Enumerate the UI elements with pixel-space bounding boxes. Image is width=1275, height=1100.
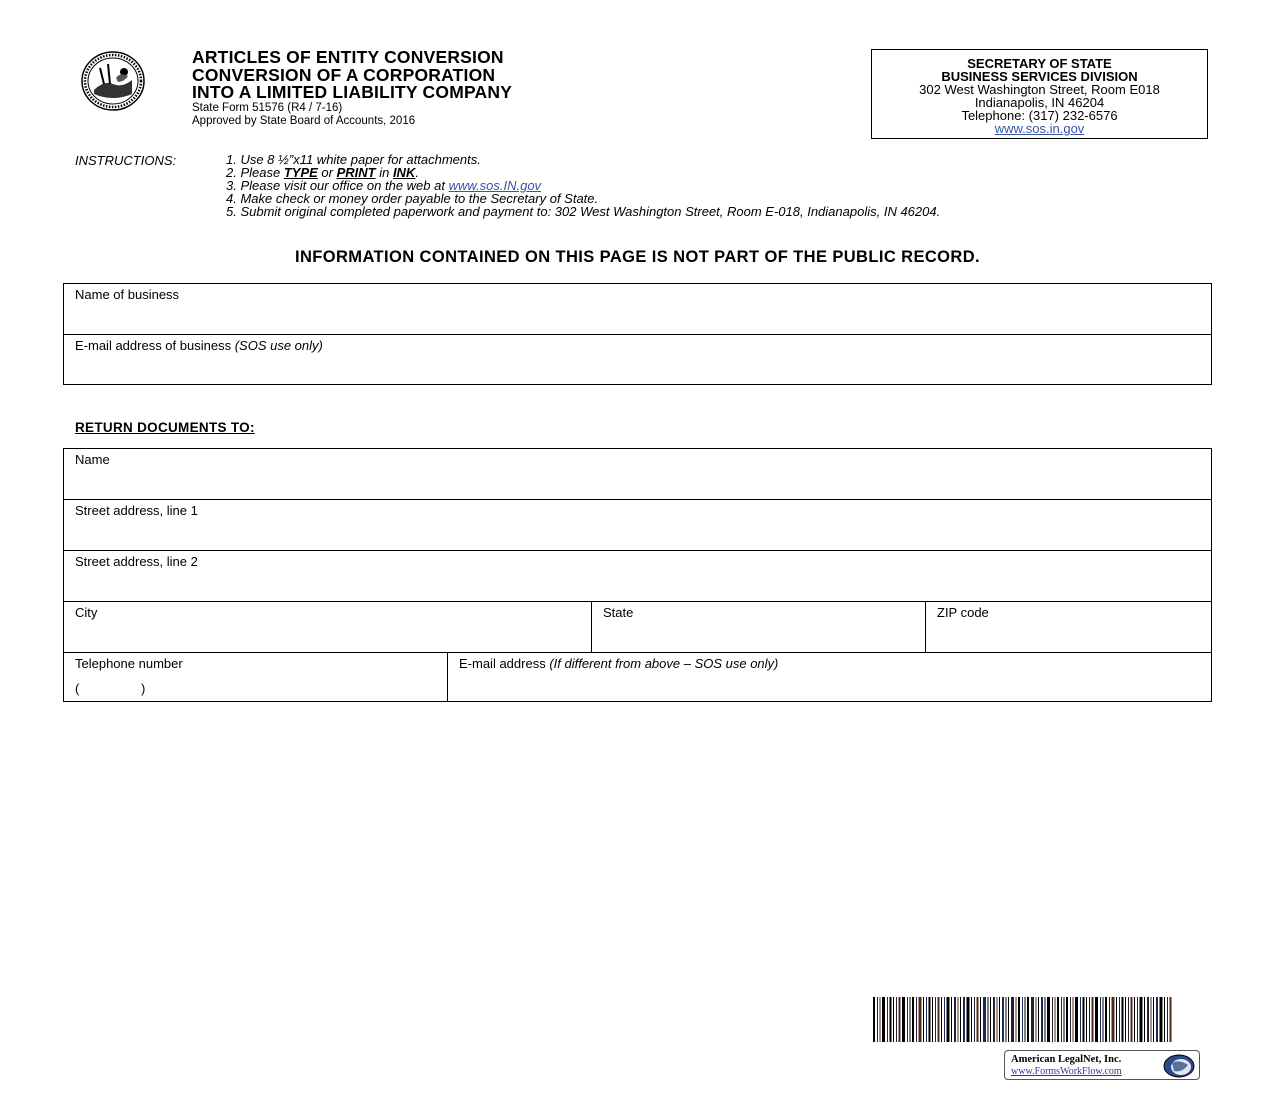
business-email-note: (SOS use only) xyxy=(234,338,323,353)
form-title-line-2: CONVERSION OF A CORPORATION xyxy=(192,64,496,85)
telephone-field[interactable] xyxy=(64,653,447,701)
instruction-1: 1. Use 8 ½”x11 white paper for attachments. xyxy=(226,152,481,167)
area-code-open-paren: ( xyxy=(75,681,80,696)
return-name-label: Name xyxy=(75,452,110,467)
sos-street: 302 West Washington Street, Room E018 xyxy=(919,82,1160,97)
telephone-label: Telephone number xyxy=(75,656,183,671)
form-title-line-3: INTO A LIMITED LIABILITY COMPANY xyxy=(192,82,513,102)
zip-label: ZIP code xyxy=(937,605,989,620)
street-line-1-field[interactable] xyxy=(64,500,1211,550)
instruction-2-end: . xyxy=(415,165,419,180)
business-name-label: Name of business xyxy=(75,287,180,302)
business-email-label: E-mail address of business xyxy=(75,338,232,353)
business-email-field[interactable] xyxy=(64,335,1211,384)
sos-web-link[interactable]: www.sos.IN.gov xyxy=(448,178,542,193)
american-legalnet-logo xyxy=(1004,1050,1200,1080)
state-label: State xyxy=(603,605,634,620)
instruction-2-print: PRINT xyxy=(336,165,376,180)
return-email-label: E-mail address xyxy=(459,656,546,671)
form-title-block xyxy=(192,49,512,128)
city-label: City xyxy=(75,605,98,620)
globe-logo-icon xyxy=(1162,1053,1196,1079)
form-approval: Approved by State Board of Accounts, 2016 xyxy=(192,114,416,127)
instruction-4: 4. Make check or money order payable to the Secretary of State. xyxy=(226,191,599,206)
secretary-of-state-box xyxy=(871,49,1208,139)
instruction-5: 5. Submit original completed paperwork and payment to: 302 West Washington Street, Room E-018, Indianapolis, IN 46204. xyxy=(226,204,941,219)
return-name-field[interactable] xyxy=(64,449,1211,499)
sos-city: Indianapolis, IN 46204 xyxy=(974,95,1105,110)
city-field[interactable] xyxy=(64,602,591,652)
business-name-field[interactable] xyxy=(64,284,1211,334)
street-line-2-label: Street address, line 2 xyxy=(75,554,198,569)
instructions-label: INSTRUCTIONS: xyxy=(75,153,177,168)
return-email-note: (If different from above – SOS use only) xyxy=(549,656,779,671)
state-seal-icon xyxy=(80,50,146,112)
instruction-2-ink: INK xyxy=(392,165,416,180)
sos-website-link[interactable]: www.sos.in.gov xyxy=(994,121,1085,136)
instruction-2-text: 2. Please xyxy=(226,165,284,180)
instruction-2-in: in xyxy=(375,165,393,180)
logo-company-name: American LegalNet, Inc. xyxy=(1011,1054,1122,1065)
instructions-list xyxy=(226,153,940,218)
sos-division: BUSINESS SERVICES DIVISION xyxy=(941,69,1138,84)
state-field[interactable] xyxy=(592,602,925,652)
return-email-field[interactable] xyxy=(448,653,1211,701)
public-record-notice: INFORMATION CONTAINED ON THIS PAGE IS NOT PART OF THE PUBLIC RECORD. xyxy=(294,248,981,266)
area-code-close-paren: ) xyxy=(141,681,146,696)
sos-title: SECRETARY OF STATE xyxy=(967,56,1112,71)
form-title-line-1: ARTICLES OF ENTITY CONVERSION xyxy=(192,47,504,67)
street-line-1-label: Street address, line 1 xyxy=(75,503,198,518)
return-documents-heading: RETURN DOCUMENTS TO: xyxy=(75,420,255,435)
street-line-2-field[interactable] xyxy=(64,551,1211,601)
instruction-3-text: 3. Please visit our office on the web at xyxy=(226,178,449,193)
instruction-2-type: TYPE xyxy=(283,165,318,180)
zip-field[interactable] xyxy=(926,602,1211,652)
logo-website-link[interactable]: www.FormsWorkFlow.com xyxy=(1011,1066,1122,1077)
return-documents-table xyxy=(63,448,1212,702)
instruction-2-or: or xyxy=(317,165,337,180)
business-info-table xyxy=(63,283,1212,385)
barcode-icon xyxy=(873,997,1176,1042)
sos-telephone: Telephone: (317) 232-6576 xyxy=(961,108,1118,123)
form-number: State Form 51576 (R4 / 7-16) xyxy=(192,101,343,114)
